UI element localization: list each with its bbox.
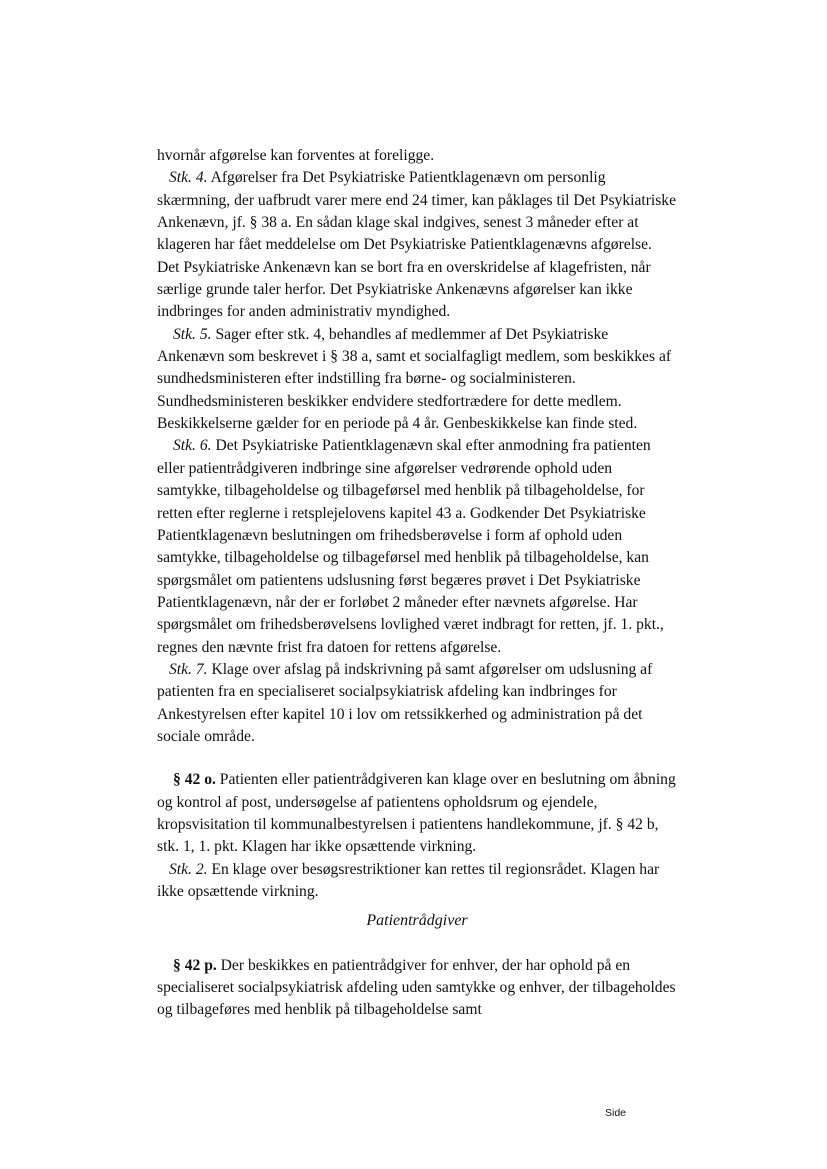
stk-7-paragraph (157, 659, 677, 748)
stk-5-text: Sager efter stk. 4, behandles af medlemmer af Det Psykiatriske Ankenævn som beskrevet i § 38 a, samt et socialfagligt medlem, som beskikkes af sundhedsministeren efter indstilling fra børne- og socialministeren. Sundhedsministeren beskikker endvidere stedfortrædere for dette medlem. Beskikkelserne gælder for en periode på 4 år. Genbeskikkelse kan finde sted. (157, 325, 672, 433)
section-42p-paragraph (157, 955, 677, 1022)
opening-line: hvornår afgørelse kan forventes at foreligge. (157, 147, 435, 164)
stk-4-text: Afgørelser fra Det Psykiatriske Patientklagenævn om personlig skærmning, der uafbrudt varer mere end 24 timer, kan påklages til Det Psykiatriske Ankenævn, jf. § 38 a. En sådan klage skal indgives, senest 3 måneder efter at klageren har fået meddelelse om Det Psykiatriske Patientklagenævns afgørelse. Det Psykiatriske Ankenævn kan se bort fra en overskridelse af klagefristen, når særlige grunde taler herfor. Det Psykiatriske Ankenævns afgørelser kan ikke indbringes for anden administrativ myndighed. (157, 169, 677, 321)
section-42o-paragraph (157, 769, 677, 858)
stk-7-label: Stk. 7. (169, 660, 208, 678)
stk-6-text: Det Psykiatriske Patientklagenævn skal efter anmodning fra patienten eller patientrådgiveren indbringe sine afgørelser vedrørende ophold uden samtykke, tilbageholdelse og tilbageførsel med henblik på tilbageholdelse, for retten efter reglerne i retsplejelovens kapitel 43 a. Godkender Det Psykiatriske Patientklagenævn beslutningen om frihedsberøvelse i form af ophold uden samtykke, tilbageholdelse og tilbageførsel med henblik på tilbageholdelse, kan spørgsmålet om patientens udslusning først begæres prøvet i Det Psykiatriske Patientklagenævn, når der er forløbet 2 måneder efter nævnets afgørelse. Har spørgsmålet om frihedsberøvelsens lovlighed været indbragt for retten, jf. 1. pkt., regnes den nævnte frist fra datoen for rettens afgørelse. (157, 437, 664, 656)
page-footer-label: Side (605, 1107, 627, 1119)
stk-6-label: Stk. 6. (173, 437, 212, 455)
section-42p-label: § 42 p. (173, 956, 217, 974)
section-42o-stk-2-text: En klage over besøgsrestriktioner kan rettes til regionsrådet. Klagen har ikke opsættende virkning. (157, 860, 660, 900)
stk-6-paragraph (157, 435, 677, 658)
section-42o-stk-2-paragraph (157, 859, 677, 904)
section-heading-patientraadgiver: Patientrådgiver (366, 912, 468, 930)
stk-5-label: Stk. 5. (173, 325, 212, 343)
stk-5-paragraph (157, 324, 677, 436)
stk-7-text: Klage over afslag på indskrivning på samt afgørelser om udslusning af patienten fra en specialiseret socialpsykiatrisk afdeling kan indbringes for Ankestyrelsen efter kapitel 10 i lov om retssikkerhed og administration på det sociale område. (157, 660, 653, 745)
section-42o-label: § 42 o. (173, 771, 216, 789)
section-42o-text: Patienten eller patientrådgiveren kan klage over en beslutning om åbning og kontrol af post, undersøgelse af patientens opholdsrum og ejendele, kropsvisitation til kommunalbestyrelsen i patientens handlekommune, jf. § 42 b, stk. 1, 1. pkt. Klagen har ikke opsættende virkning. (157, 771, 676, 856)
section-42p-text: Der beskikkes en patientrådgiver for enhver, der har ophold på en specialiseret socialpsykiatrisk afdeling uden samtykke og enhver, der tilbageholdes og tilbageføres med henblik på tilbageholdelse samt (157, 956, 676, 1019)
section-42o-stk-2-label: Stk. 2. (169, 860, 208, 878)
stk-4-label: Stk. 4. (169, 169, 208, 187)
document-body (157, 145, 677, 1022)
stk-4-paragraph (157, 167, 677, 323)
